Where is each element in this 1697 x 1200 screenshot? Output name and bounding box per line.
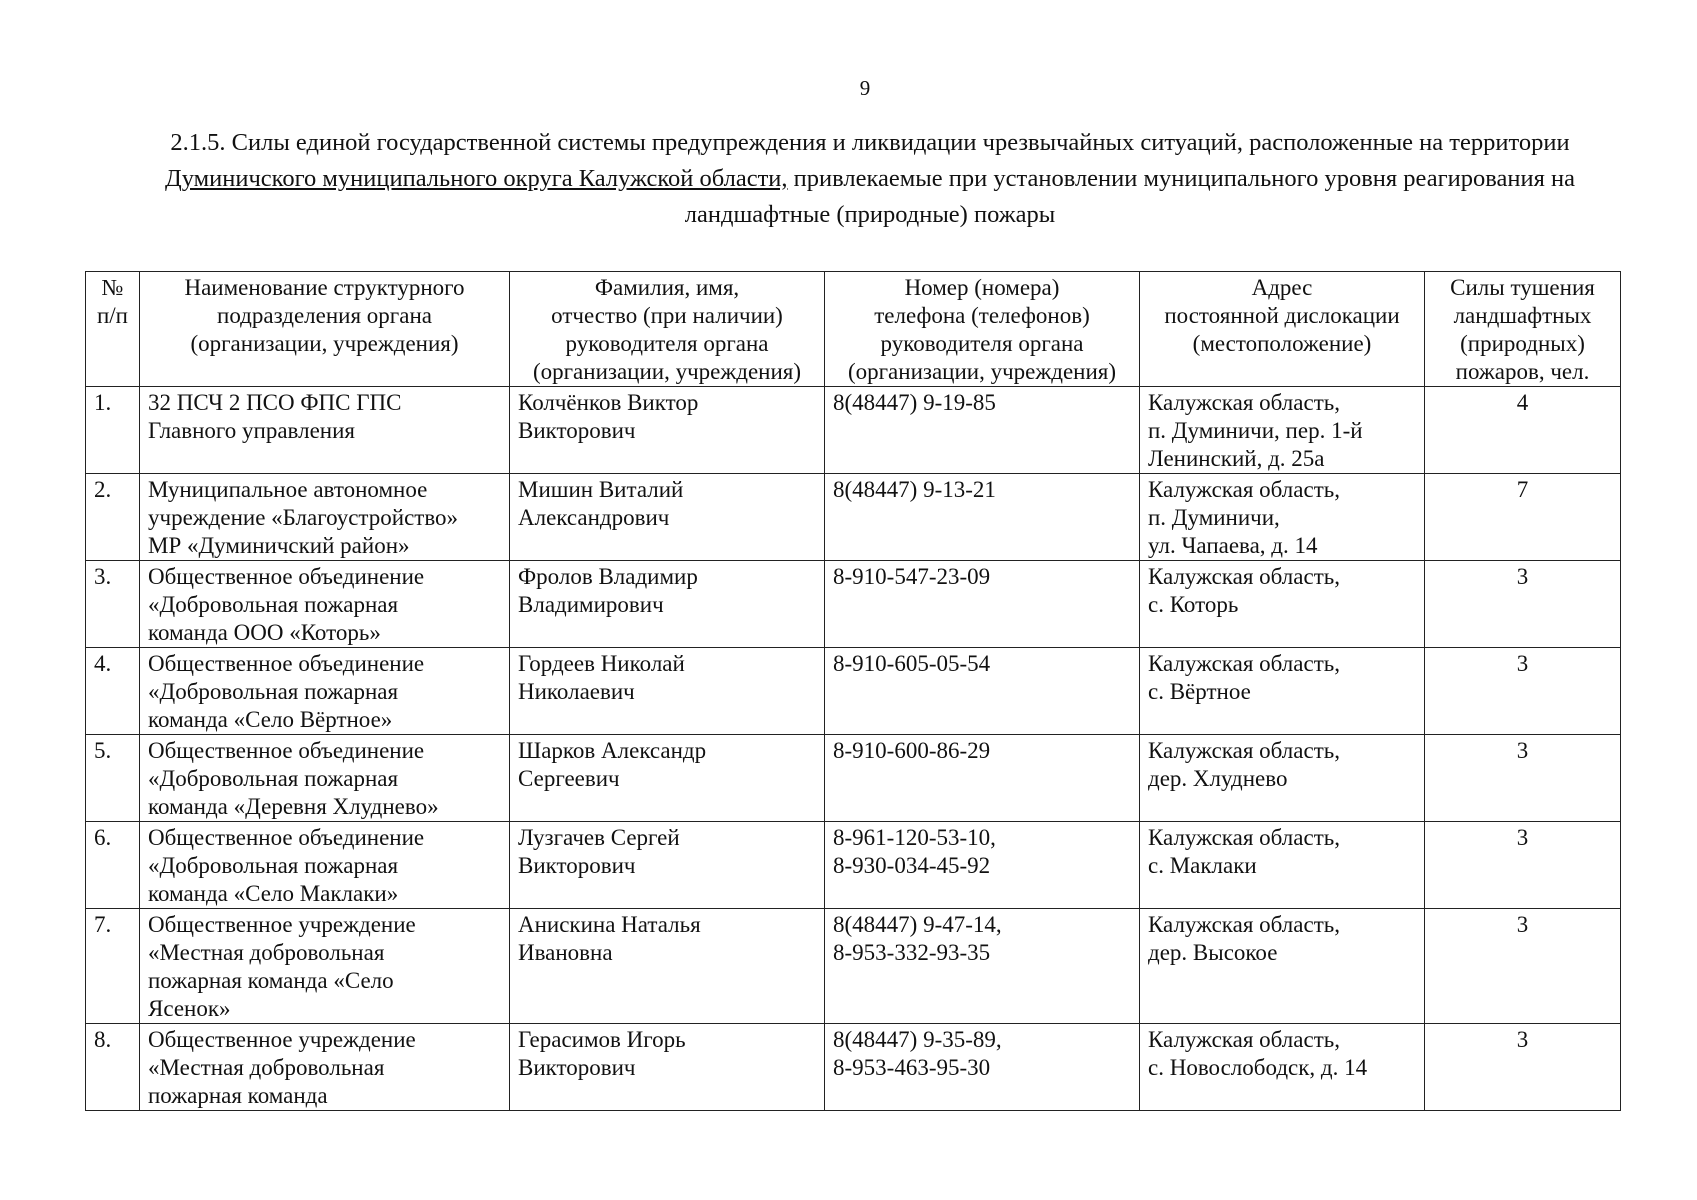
row-number-cell: 4. (86, 648, 140, 735)
organization-cell (140, 1024, 510, 1111)
row-number-cell: 5. (86, 735, 140, 822)
head-name-cell (510, 909, 825, 1024)
organization-line: «Добровольная пожарная (148, 679, 399, 704)
header-cell-phone (825, 272, 1140, 387)
forces-table (85, 271, 1621, 1111)
organization-line: Общественное объединение (148, 651, 425, 676)
header-line: (организации, учреждения) (847, 359, 1117, 384)
header-cell-organization (140, 272, 510, 387)
head-name-line: Колчёнков Виктор (518, 390, 699, 415)
header-line: пожаров, чел. (1455, 359, 1590, 384)
header-line: (организации, учреждения) (532, 359, 802, 384)
row-number-cell: 3. (86, 561, 140, 648)
phone-line: 8-910-547-23-09 (833, 564, 991, 589)
header-line: № (101, 275, 124, 300)
phone-line: 8(48447) 9-13-21 (833, 477, 996, 502)
organization-cell (140, 909, 510, 1024)
address-cell (1140, 474, 1425, 561)
header-line: постоянной дислокации (1164, 303, 1400, 328)
phone-cell (825, 387, 1140, 474)
header-line: Силы тушения (1450, 275, 1595, 300)
organization-line: «Добровольная пожарная (148, 766, 399, 791)
head-name-line: Мишин Виталий (518, 477, 684, 502)
phone-line: 8-953-463-95-30 (833, 1055, 991, 1080)
forces-count-cell: 3 (1425, 909, 1621, 1024)
table-header-row (86, 272, 1621, 387)
organization-cell (140, 735, 510, 822)
phone-cell (825, 1024, 1140, 1111)
phone-line: 8-961-120-53-10, (833, 825, 996, 850)
header-cell-head-name (510, 272, 825, 387)
address-line: Ленинский, д. 25а (1148, 446, 1325, 471)
head-name-line: Лузгачев Сергей (518, 825, 680, 850)
organization-line: Ясенок» (148, 996, 231, 1021)
table-body (86, 387, 1621, 1111)
organization-line: пожарная команда «Село (148, 968, 394, 993)
header-cell-address (1140, 272, 1425, 387)
organization-line: команда «Село Вёртное» (148, 707, 393, 732)
organization-line: команда ООО «Которь» (148, 620, 381, 645)
organization-line: команда «Село Маклаки» (148, 881, 399, 906)
organization-line: «Добровольная пожарная (148, 853, 399, 878)
head-name-cell (510, 1024, 825, 1111)
head-name-line: Шарков Александр (518, 738, 707, 763)
phone-cell (825, 909, 1140, 1024)
header-line: руководителя органа (565, 331, 769, 356)
address-cell (1140, 909, 1425, 1024)
row-number-cell: 7. (86, 909, 140, 1024)
head-name-line: Викторович (518, 853, 636, 878)
head-name-line: Николаевич (518, 679, 635, 704)
header-cell-forces (1425, 272, 1621, 387)
phone-cell (825, 474, 1140, 561)
row-number-cell: 2. (86, 474, 140, 561)
head-name-cell (510, 474, 825, 561)
address-line: с. Новослободск, д. 14 (1148, 1055, 1368, 1080)
header-line: Адрес (1251, 275, 1313, 300)
heading-underlined: Думиничского муниципального округа Калужской области, (165, 165, 788, 192)
address-line: Калужская область, (1148, 1027, 1340, 1052)
head-name-line: Сергеевич (518, 766, 620, 791)
forces-count-cell: 3 (1425, 1024, 1621, 1111)
address-line: Калужская область, (1148, 477, 1340, 502)
header-line: (организации, учреждения) (190, 331, 459, 356)
head-name-line: Александрович (518, 505, 670, 530)
address-line: Калужская область, (1148, 738, 1340, 763)
head-name-cell (510, 561, 825, 648)
header-line: подразделения органа (217, 303, 432, 328)
address-line: с. Маклаки (1148, 853, 1257, 878)
address-line: п. Думиничи, пер. 1-й (1148, 418, 1363, 443)
header-line: ландшафтных (1453, 303, 1592, 328)
head-name-cell (510, 822, 825, 909)
address-line: Калужская область, (1148, 651, 1340, 676)
address-line: дер. Хлуднево (1148, 766, 1288, 791)
forces-count-cell: 3 (1425, 561, 1621, 648)
table-row (86, 1024, 1621, 1111)
address-line: ул. Чапаева, д. 14 (1148, 533, 1318, 558)
phone-line: 8-953-332-93-35 (833, 940, 991, 965)
phone-line: 8-930-034-45-92 (833, 853, 991, 878)
forces-count-cell: 4 (1425, 387, 1621, 474)
phone-cell (825, 735, 1140, 822)
header-line: телефона (телефонов) (874, 303, 1090, 328)
forces-count-cell: 3 (1425, 822, 1621, 909)
address-cell (1140, 1024, 1425, 1111)
header-line: отчество (при наличии) (551, 303, 783, 328)
table-row (86, 822, 1621, 909)
phone-line: 8-910-605-05-54 (833, 651, 991, 676)
organization-line: Общественное объединение (148, 825, 425, 850)
table-row (86, 648, 1621, 735)
phone-line: 8(48447) 9-47-14, (833, 912, 1002, 937)
header-cell-number (86, 272, 140, 387)
address-line: Калужская область, (1148, 390, 1340, 415)
organization-line: Общественное учреждение (148, 1027, 416, 1052)
head-name-line: Викторович (518, 1055, 636, 1080)
header-line: п/п (96, 303, 128, 328)
head-name-line: Ивановна (518, 940, 613, 965)
head-name-line: Гордеев Николай (518, 651, 685, 676)
head-name-line: Анискина Наталья (518, 912, 701, 937)
table-row (86, 561, 1621, 648)
organization-cell (140, 648, 510, 735)
organization-line: Общественное учреждение (148, 912, 416, 937)
table-row (86, 474, 1621, 561)
organization-line: «Местная добровольная (148, 940, 385, 965)
address-cell (1140, 561, 1425, 648)
address-cell (1140, 822, 1425, 909)
header-line: (местоположение) (1192, 331, 1372, 356)
forces-count-cell: 3 (1425, 648, 1621, 735)
table-row (86, 735, 1621, 822)
address-cell (1140, 735, 1425, 822)
heading-prefix: 2.1.5. Силы единой государственной системы предупреждения и ликвидации чрезвычайных ситуаций, расположенные на территории (170, 129, 1570, 156)
table-row (86, 387, 1621, 474)
head-name-cell (510, 735, 825, 822)
header-line: руководителя органа (880, 331, 1084, 356)
forces-count-cell: 7 (1425, 474, 1621, 561)
organization-line: 32 ПСЧ 2 ПСО ФПС ГПС (148, 390, 402, 415)
heading-suffix: привлекаемые при установлении муниципального уровня реагирования на ландшафтные (природные) пожары (684, 165, 1575, 228)
address-line: Калужская область, (1148, 564, 1340, 589)
head-name-line: Викторович (518, 418, 636, 443)
forces-count-cell: 3 (1425, 735, 1621, 822)
organization-cell (140, 387, 510, 474)
header-line: Фамилия, имя, (594, 275, 740, 300)
organization-cell (140, 474, 510, 561)
address-line: с. Которь (1148, 592, 1239, 617)
organization-line: Муниципальное автономное (148, 477, 428, 502)
phone-cell (825, 561, 1140, 648)
address-line: Калужская область, (1148, 825, 1340, 850)
phone-line: 8-910-600-86-29 (833, 738, 991, 763)
header-line: (природных) (1460, 331, 1585, 356)
organization-cell (140, 822, 510, 909)
address-line: Калужская область, (1148, 912, 1340, 937)
address-line: с. Вёртное (1148, 679, 1251, 704)
row-number-cell: 8. (86, 1024, 140, 1111)
row-number-cell: 1. (86, 387, 140, 474)
organization-line: Главного управления (148, 418, 355, 443)
address-cell (1140, 387, 1425, 474)
organization-line: МР «Думиничский район» (148, 533, 410, 558)
address-cell (1140, 648, 1425, 735)
phone-line: 8(48447) 9-19-85 (833, 390, 996, 415)
phone-line: 8(48447) 9-35-89, (833, 1027, 1002, 1052)
header-line: Номер (номера) (904, 275, 1060, 300)
phone-cell (825, 648, 1140, 735)
head-name-cell (510, 648, 825, 735)
organization-cell (140, 561, 510, 648)
address-line: п. Думиничи, (1148, 505, 1280, 530)
table-row (86, 909, 1621, 1024)
head-name-line: Фролов Владимир (518, 564, 698, 589)
header-line: Наименование структурного (184, 275, 465, 300)
organization-line: пожарная команда (148, 1083, 328, 1108)
page-number: 9 (859, 76, 871, 100)
head-name-cell (510, 387, 825, 474)
organization-line: «Местная добровольная (148, 1055, 385, 1080)
organization-line: Общественное объединение (148, 564, 425, 589)
head-name-line: Владимирович (518, 592, 664, 617)
head-name-line: Герасимов Игорь (518, 1027, 686, 1052)
row-number-cell: 6. (86, 822, 140, 909)
organization-line: команда «Деревня Хлуднево» (148, 794, 439, 819)
phone-cell (825, 822, 1140, 909)
organization-line: учреждение «Благоустройство» (148, 505, 459, 530)
section-heading (100, 125, 1640, 233)
address-line: дер. Высокое (1148, 940, 1278, 965)
organization-line: «Добровольная пожарная (148, 592, 399, 617)
organization-line: Общественное объединение (148, 738, 425, 763)
